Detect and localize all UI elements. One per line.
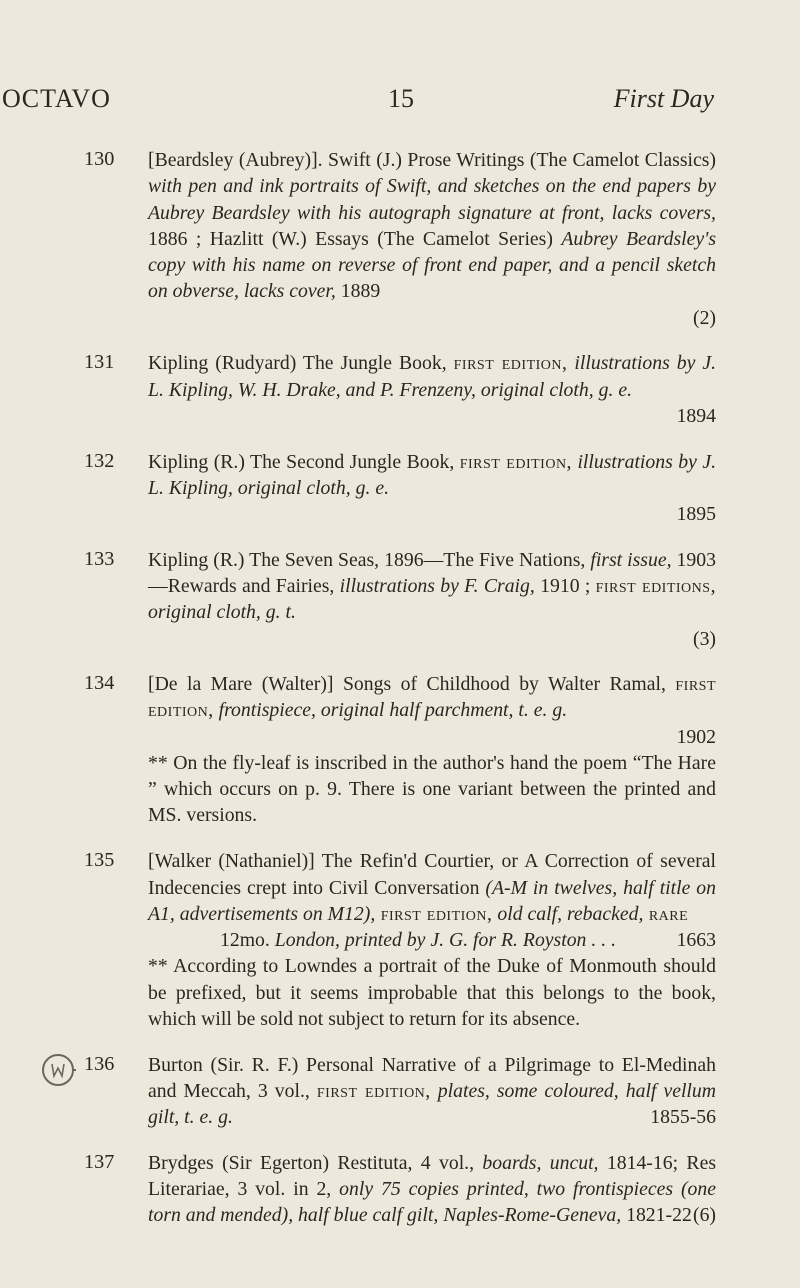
header-format: OCTAVO <box>2 84 111 113</box>
lot-number: 132 <box>84 449 115 472</box>
circled-stamp-icon <box>40 1052 76 1088</box>
page-number: 15 <box>388 84 414 113</box>
lot-note: ** According to Lowndes a portrait of the Duke of Monmouth should be prefixed, but it seems improbable that this belongs to the book, which will be sold not subject to return for its absence. <box>148 955 716 1030</box>
lot-date: 1902 <box>676 725 716 748</box>
lot-count: (6) <box>693 1204 716 1227</box>
lot-date: 1663 <box>676 929 716 952</box>
lot-number: 130 <box>84 148 115 170</box>
page-header <box>0 84 800 118</box>
lot-date: 1894 <box>676 404 716 427</box>
lot-description: [Beardsley (Aubrey)]. Swift (J.) Prose Writings (The Camelot Classics) with pen and ink portraits of Swift, and sketches on the end papers by Aubrey Beardsley with his autograph signature at front, lacks covers, 1886 ; Hazlitt (W.) Essays (The Camelot Series) Aubrey Beardsley's copy with his name on reverse of front end paper, and a pencil sketch on obverse, lacks cover, 1889 (2) <box>148 147 716 331</box>
lot-number: 137 <box>84 1150 115 1173</box>
lot-number: 135 <box>84 849 115 872</box>
lot-description: Kipling (Rudyard) The Jungle Book, first edition, illustrations by J. L. Kipling, W. H. Drake, and P. Frenzeny, original cloth, g. e. 1894 <box>148 350 716 429</box>
lot-number: 131 <box>84 351 115 374</box>
lot-description: Kipling (R.) The Seven Seas, 1896—The Five Nations, first issue, 1903—Rewards and Fairies, illustrations by F. Craig, 1910 ; first editions, original cloth, g. t. (3) <box>148 547 716 652</box>
lot-date: 1895 <box>676 503 716 526</box>
lot-number: 136 <box>84 1052 115 1075</box>
lot-date: 1855-56 <box>650 1106 716 1129</box>
lot-number: 133 <box>84 547 115 570</box>
lot-description: [Walker (Nathaniel)] The Refin'd Courtier, or A Correction of several Indecencies crept into Civil Conversation (A-M in twelves, half title on A1, advertisements on M12), first edition, old calf, rebacked, rare 12mo. London, printed by J. G. for R. Royston . . . 1663 ** According to Lowndes a portrait of the Duke of Monmouth should be prefixed, but it seems improbable that this belongs to the book, which will be sold not subject to return for its absence. <box>148 848 716 1032</box>
lot-count: (2) <box>693 306 716 329</box>
lot-description: Brydges (Sir Egerton) Restituta, 4 vol., boards, uncut, 1814-16; Res Literariae, 3 vol. in 2, only 75 copies printed, two frontispieces (one torn and mended), half blue calf gilt, Naples-Rome-Geneva, 1821-22 (6) <box>148 1150 716 1229</box>
lot-description: [De la Mare (Walter)] Songs of Childhood by Walter Ramal, first edition, frontispiece, original half parchment, t. e. g. 1902 ** On the fly-leaf is inscribed in the author's hand the poem “The Hare ” which occurs on p. 9. There is one variant between the printed and MS. versions. <box>148 671 716 829</box>
lot-count: (3) <box>693 627 716 650</box>
header-day: First Day <box>613 84 714 113</box>
lot-description: Kipling (R.) The Second Jungle Book, first edition, illustrations by J. L. Kipling, original cloth, g. e. 1895 <box>148 449 716 528</box>
lot-note: ** On the fly-leaf is inscribed in the author's hand the poem “The Hare ” which occurs on p. 9. There is one variant between the printed and MS. versions. <box>148 751 716 827</box>
lot-number: 134 <box>84 672 115 694</box>
lot-description: Burton (Sir. R. F.) Personal Narrative of a Pilgrimage to El-Medinah and Meccah, 3 vol., first edition, plates, some coloured, half vellum gilt, t. e. g. 1855-56 <box>148 1052 716 1131</box>
